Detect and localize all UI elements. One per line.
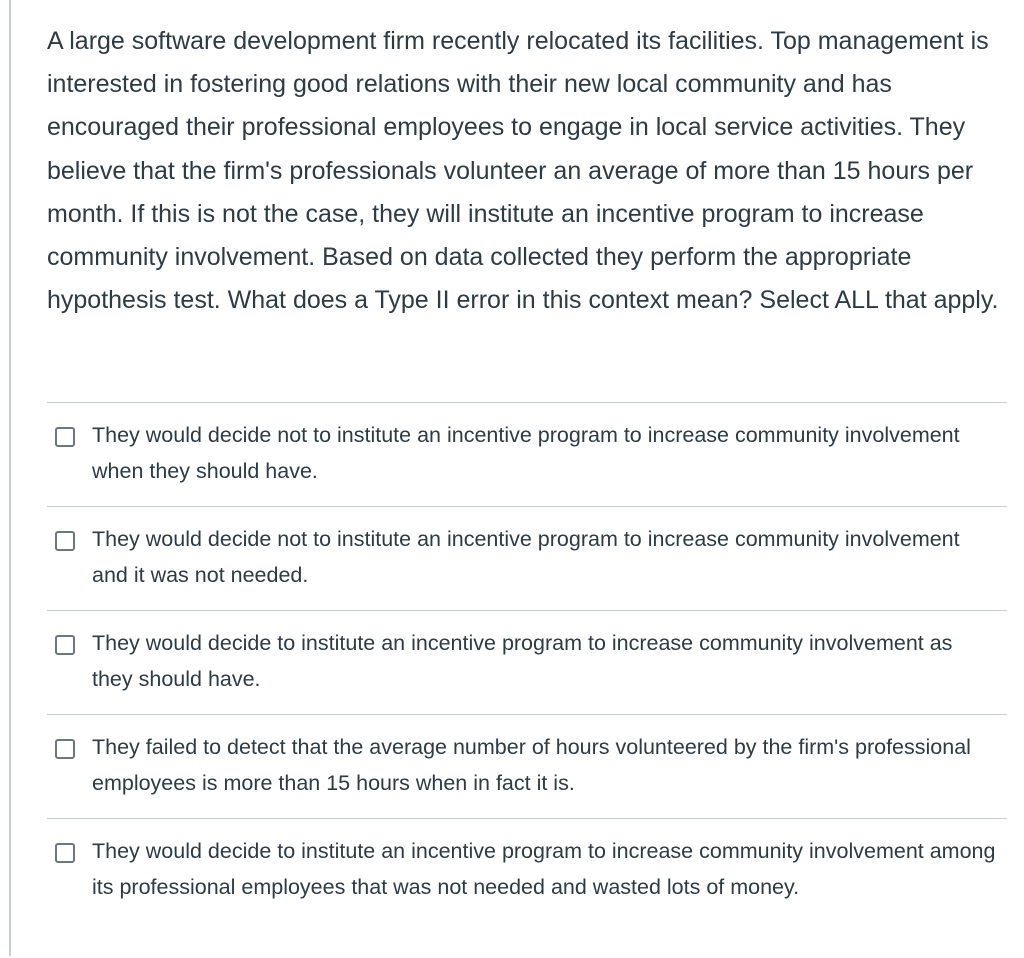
question-text: A large software development firm recently relocated its facilities. Top management is interested in fostering good relations with their new local community and has encouraged their professional employees to engage in local service activities. They believe that the firm's professionals volunteer an average of more than 15 hours per month. If this is not the case, they will institute an incentive program to increase community involvement. Based on data collected they perform the appropriate hypothesis test. What does a Type II error in this context mean? Select ALL that apply. xyxy=(47,27,999,315)
answer-checkbox-3[interactable] xyxy=(55,635,75,655)
question-left-border xyxy=(9,0,11,956)
answer-option-1[interactable] xyxy=(47,402,1007,506)
answer-list xyxy=(47,402,1007,958)
answer-option-3[interactable] xyxy=(47,610,1007,714)
answer-label-3[interactable]: They would decide to institute an incentive program to increase community involvement as they should have. xyxy=(92,631,953,691)
answer-option-5[interactable] xyxy=(47,818,1007,958)
answer-checkbox-5[interactable] xyxy=(55,843,75,863)
answer-label-4[interactable]: They failed to detect that the average number of hours volunteered by the firm's professional employees is more than 15 hours when in fact it is. xyxy=(92,735,971,795)
question-container xyxy=(47,0,1007,899)
answer-option-2[interactable] xyxy=(47,506,1007,610)
answer-label-1[interactable]: They would decide not to institute an incentive program to increase community involvement when they should have. xyxy=(92,423,960,483)
answer-checkbox-4[interactable] xyxy=(55,739,75,759)
answer-label-2[interactable]: They would decide not to institute an incentive program to increase community involvement and it was not needed. xyxy=(92,527,960,587)
answer-checkbox-1[interactable] xyxy=(55,427,75,447)
answer-checkbox-2[interactable] xyxy=(55,531,75,551)
answer-label-5[interactable]: They would decide to institute an incentive program to increase community involvement among its professional employees that was not needed and wasted lots of money. xyxy=(92,839,996,899)
answer-option-4[interactable] xyxy=(47,714,1007,818)
